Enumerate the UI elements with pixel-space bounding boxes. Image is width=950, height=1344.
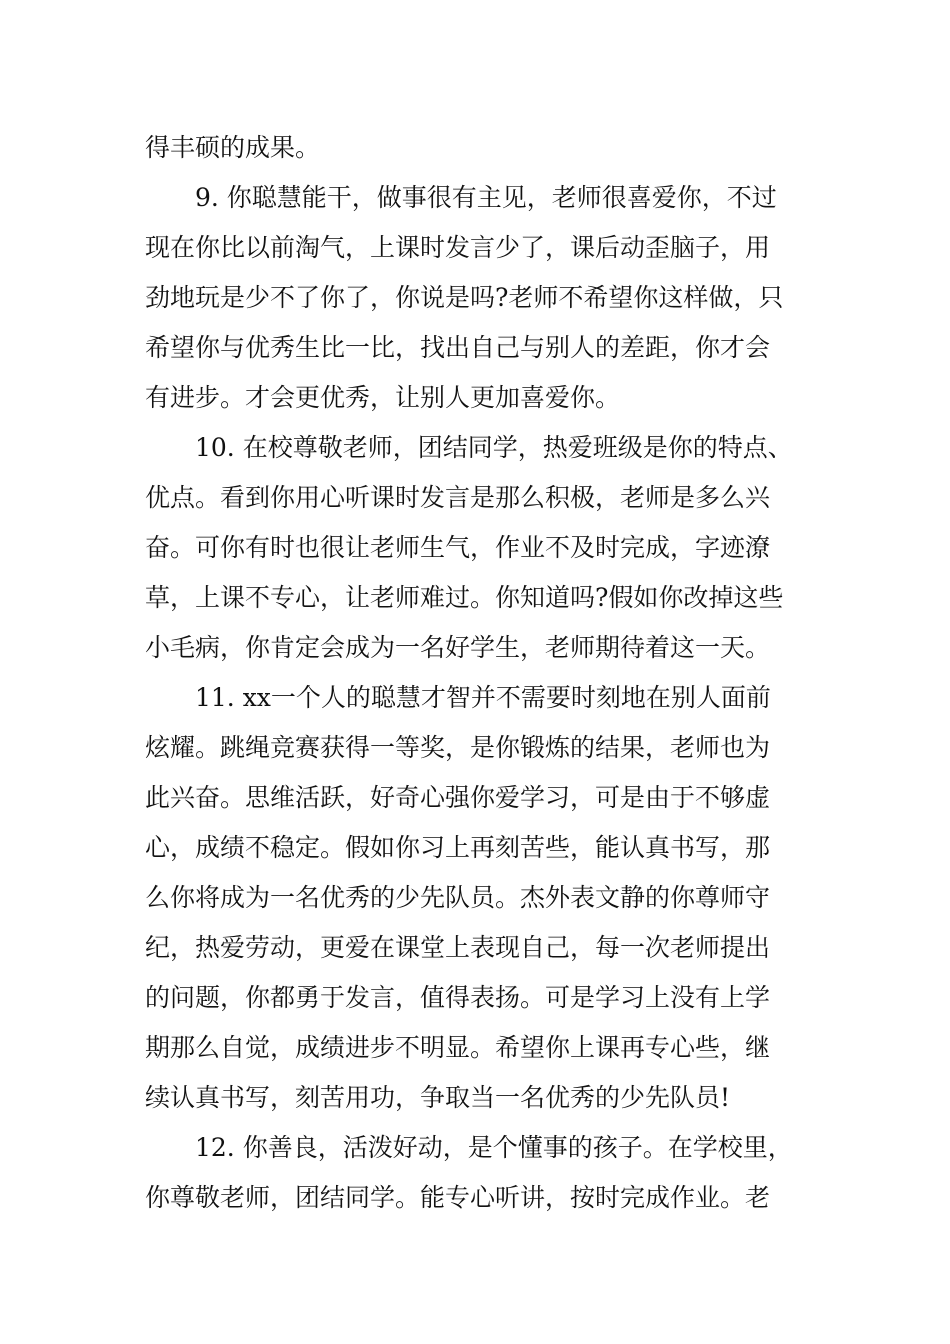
text-line: 小毛病，你肯定会成为一名好学生，老师期待着这一天。 [145, 633, 771, 662]
paragraph-9-start: 9. 你聪慧能干，做事很有主见，老师很喜爱你，不过 [195, 183, 777, 212]
text-line: 心，成绩不稳定。假如你习上再刻苦些，能认真书写，那 [145, 833, 771, 862]
paragraph-10-start: 10. 在校尊敬老师，团结同学，热爱班级是你的特点、 [195, 433, 793, 462]
text-line: 有进步。才会更优秀，让别人更加喜爱你。 [145, 383, 621, 412]
paragraph-11-start: 11. xx一个人的聪慧才智并不需要时刻地在别人面前 [195, 683, 771, 712]
text-line: 希望你与优秀生比一比，找出自己与别人的差距，你才会 [145, 333, 771, 362]
text-line: 续认真书写，刻苦用功，争取当一名优秀的少先队员! [145, 1083, 731, 1112]
text-line: 期那么自觉，成绩进步不明显。希望你上课再专心些，继 [145, 1033, 771, 1062]
text-line: 你尊敬老师，团结同学。能专心听讲，按时完成作业。老 [145, 1183, 771, 1212]
text-line: 的问题，你都勇于发言，值得表扬。可是学习上没有上学 [145, 983, 771, 1012]
text-line: 纪，热爱劳动，更爱在课堂上表现自己，每一次老师提出 [145, 933, 771, 962]
text-line: 优点。看到你用心听课时发言是那么积极，老师是多么兴 [145, 483, 771, 512]
text-line: 么你将成为一名优秀的少先队员。杰外表文静的你尊师守 [145, 883, 771, 912]
paragraph-12-start: 12. 你善良，活泼好动，是个懂事的孩子。在学校里， [195, 1133, 793, 1162]
text-line: 草，上课不专心，让老师难过。你知道吗?假如你改掉这些 [145, 583, 784, 612]
text-line: 此兴奋。思维活跃，好奇心强你爱学习，可是由于不够虚 [145, 783, 771, 812]
text-line: 炫耀。跳绳竞赛获得一等奖，是你锻炼的结果，老师也为 [145, 733, 771, 762]
text-line: 劲地玩是少不了你了，你说是吗?老师不希望你这样做，只 [145, 283, 784, 312]
text-line: 现在你比以前淘气，上课时发言少了，课后动歪脑子，用 [145, 233, 771, 262]
document-body [145, 123, 835, 1223]
text-line: 得丰硕的成果。 [145, 133, 321, 162]
text-line: 奋。可你有时也很让老师生气，作业不及时完成，字迹潦 [145, 533, 771, 562]
